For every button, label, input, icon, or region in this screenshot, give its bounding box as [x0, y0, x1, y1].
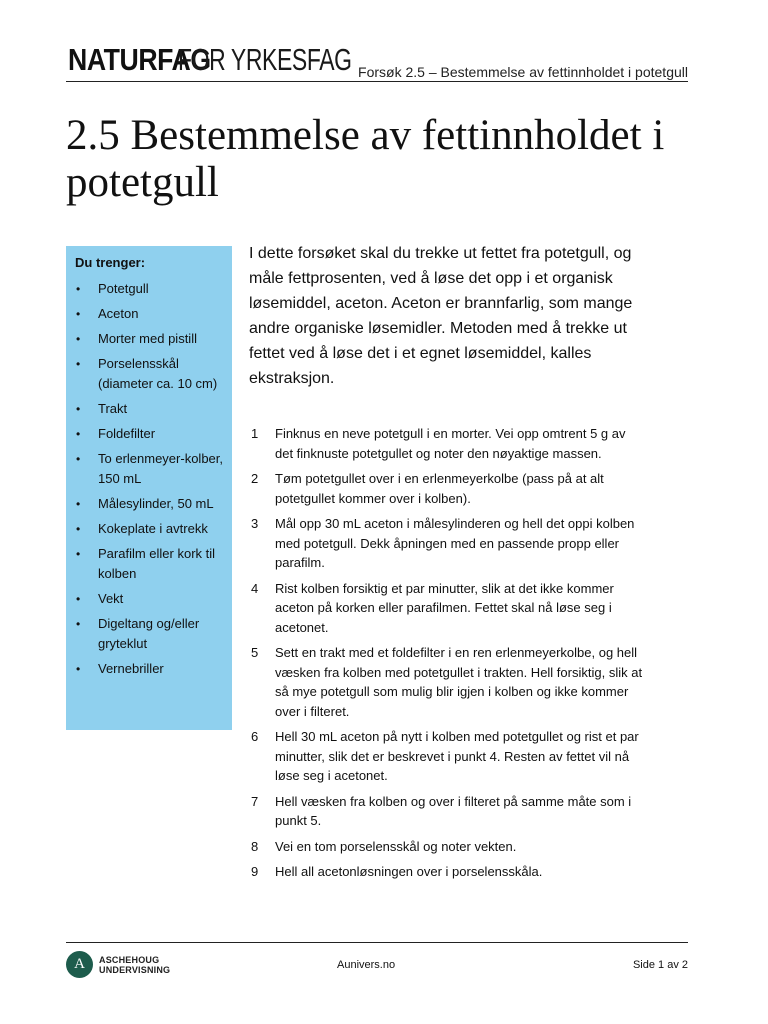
bullet-icon: •: [76, 427, 81, 441]
step-number: 8: [251, 838, 259, 854]
page-header: [66, 44, 688, 84]
page-title: 2.5 Bestemmelse av fettinnholdet i potetgull: [66, 112, 665, 206]
equipment-item-label: Trakt: [98, 401, 128, 416]
equipment-item: [75, 279, 226, 299]
footer-divider: [66, 942, 688, 943]
bullet-icon: •: [76, 497, 81, 511]
step-text: Hell all acetonløsningen over i porselensskåla.: [275, 864, 543, 879]
equipment-item: [75, 519, 226, 539]
step-text: Mål opp 30 mL aceton i målesylinderen og hell det oppi kolben med potetgull. Dekk åpningen med en passende propp eller parafilm.: [275, 516, 635, 570]
procedure-step: [251, 862, 643, 882]
equipment-item: [75, 614, 226, 654]
equipment-item-label: Kokeplate i avtrekk: [98, 521, 208, 536]
procedure-step: [251, 643, 643, 721]
equipment-item: [75, 544, 226, 584]
bullet-icon: •: [76, 282, 81, 296]
procedure-step: [251, 837, 643, 857]
equipment-item: [75, 424, 226, 444]
step-text: Tøm potetgullet over i en erlenmeyerkolbe (pass på at alt potetgullet kommer over i kolben).: [275, 471, 604, 506]
equipment-item-label: Potetgull: [98, 281, 149, 296]
equipment-list: [75, 279, 226, 679]
procedure-step: [251, 579, 643, 638]
bullet-icon: •: [76, 402, 81, 416]
header-title: Forsøk 2.5 – Bestemmelse av fettinnholdet i potetgull: [358, 64, 688, 80]
bullet-icon: •: [76, 592, 81, 606]
equipment-item: [75, 659, 226, 679]
logo-text: [99, 955, 170, 975]
equipment-item-label: Vekt: [98, 591, 124, 606]
bullet-icon: •: [76, 332, 81, 346]
equipment-item-label: Morter med pistill: [98, 331, 197, 346]
procedure-step: [251, 514, 643, 573]
equipment-item: [75, 494, 226, 514]
equipment-item-label: Foldefilter: [98, 426, 156, 441]
procedure-step: [251, 469, 643, 508]
brand-light: FOR YRKESFAG: [178, 42, 352, 77]
brand-logo: [68, 42, 352, 77]
equipment-box: [66, 246, 232, 730]
logo-line-2: UNDERVISNING: [99, 965, 171, 975]
procedure-step: [251, 424, 643, 463]
bullet-icon: •: [76, 357, 81, 371]
logo-line-1: ASCHEHOUG: [99, 955, 160, 965]
bullet-icon: •: [76, 617, 81, 631]
step-number: 3: [251, 516, 259, 531]
step-text: Rist kolben forsiktig et par minutter, slik at det ikke kommer aceton på korken eller parafilmen. Fettet skal nå løse seg i acetonet.: [275, 580, 614, 635]
step-text: Hell 30 mL aceton på nytt i kolben med potetgullet og rist et par minutter, slik det er beskrevet i punkt 4. Resten av fettet vil nå løse seg i acetonet.: [275, 729, 639, 783]
page-number: Side 1 av 2: [632, 959, 688, 971]
publisher-logo: [66, 951, 186, 979]
equipment-item-label: Vernebriller: [98, 661, 164, 676]
equipment-item: [75, 399, 226, 419]
bullet-icon: •: [76, 307, 81, 321]
equipment-item-label: To erlenmeyer-kolber, 150 mL: [98, 451, 223, 486]
equipment-item: [75, 449, 226, 489]
equipment-item-label: Målesylinder, 50 mL: [98, 496, 214, 511]
header-divider: [66, 81, 688, 82]
equipment-item: [75, 329, 226, 349]
equipment-item: [75, 304, 226, 324]
step-number: 4: [251, 580, 259, 596]
bullet-icon: •: [76, 662, 81, 676]
intro-paragraph: I dette forsøket skal du trekke ut fettet fra potetgull, og måle fettprosenten, ved å løse det opp i et organisk løsemiddel, aceton. Aceton er brannfarlig, som mange andre organiske løsemidler. Metoden med å trekke ut fettet ved å løse det i et egnet løsemiddel, kalles ekstraksjon.: [249, 245, 633, 387]
procedure-step: [251, 727, 643, 786]
equipment-item-label: Digeltang og/eller gryteklut: [98, 616, 200, 651]
brand-bold: NATURFAG: [68, 42, 211, 77]
footer-website: Aunivers.no: [337, 959, 396, 971]
procedure-step: [251, 792, 643, 831]
bullet-icon: •: [76, 452, 81, 466]
step-number: 6: [251, 729, 259, 744]
equipment-item: [75, 354, 226, 394]
equipment-heading: Du trenger:: [75, 255, 146, 270]
equipment-item-label: Parafilm eller kork til kolben: [98, 546, 216, 581]
step-text: Finknus en neve potetgull i en morter. Vei opp omtrent 5 g av det finknuste potetgullet og noter den nøyaktige massen.: [275, 426, 626, 461]
step-text: Sett en trakt med et foldefilter i en ren erlenmeyerkolbe, og hell væsken fra kolben med potetgullet i trakten. Hell forsiktig, slik at så mye potetgull som mulig blir igjen i kolben og ikke kommer over i filteret.: [275, 645, 643, 719]
step-text: Vei en tom porselensskål og noter vekten.: [275, 838, 517, 854]
bullet-icon: •: [76, 547, 81, 561]
step-number: 5: [251, 645, 259, 660]
equipment-item-label: Porselensskål (diameter ca. 10 cm): [98, 356, 218, 391]
equipment-item-label: Aceton: [98, 306, 139, 321]
logo-icon: A: [66, 951, 93, 978]
step-number: 1: [251, 426, 259, 441]
step-number: 9: [251, 864, 259, 879]
step-number: 7: [251, 793, 259, 809]
step-number: 2: [251, 471, 259, 486]
equipment-item: [75, 589, 226, 609]
bullet-icon: •: [76, 522, 81, 536]
step-text: Hell væsken fra kolben og over i filteret på samme måte som i punkt 5.: [275, 793, 632, 828]
procedure-steps: [251, 424, 643, 888]
